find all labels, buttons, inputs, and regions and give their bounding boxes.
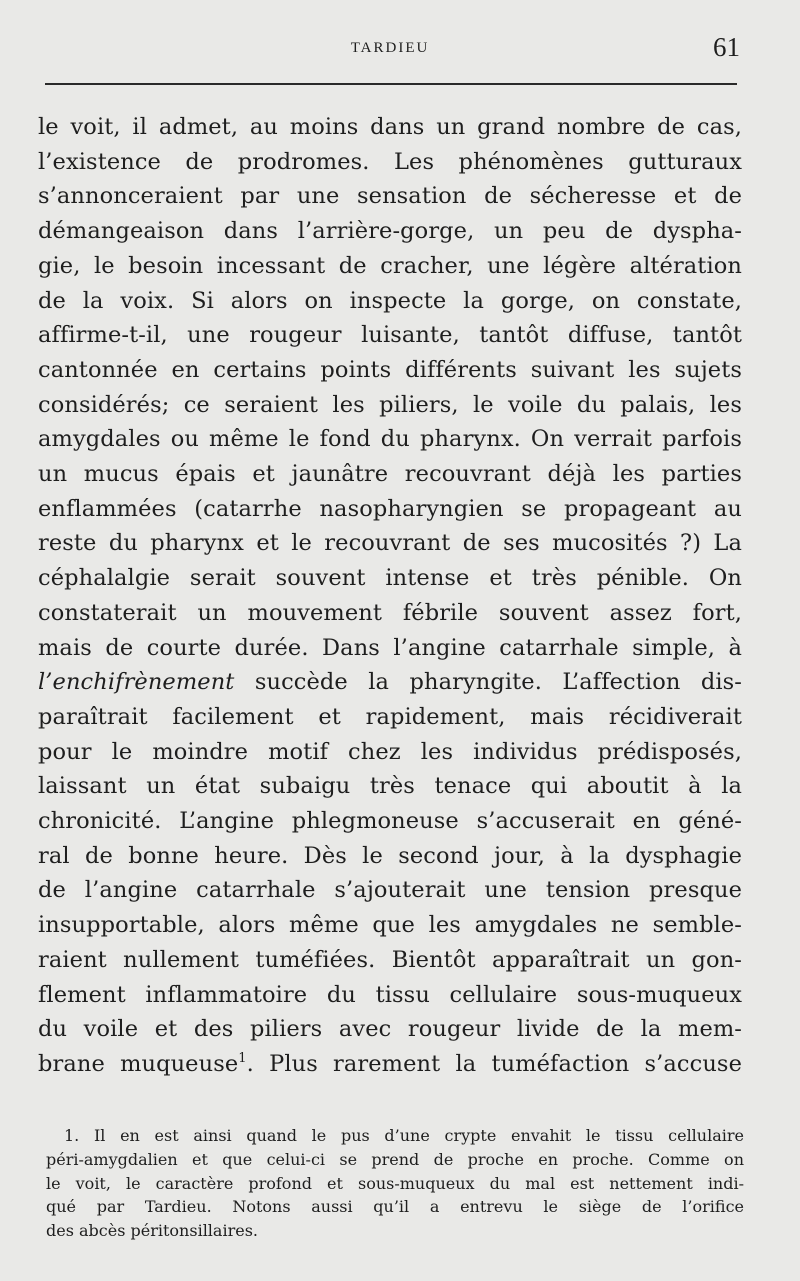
italic-term: l’enchifrènement — [38, 669, 235, 696]
text-line: flement inflammatoire du tissu cellulaire sous-muqueux — [38, 981, 742, 1008]
footnote-line: 1. Il en est ainsi quand le pus d’une crypte envahit le tissu cellulaire — [64, 1126, 744, 1145]
text-line: chronicité. L’angine phlegmoneuse s’accuserait en géné- — [38, 808, 742, 835]
text-line: céphalalgie serait souvent intense et très pénible. On — [38, 565, 742, 592]
header-rule — [45, 83, 737, 85]
text-line: gie, le besoin incessant de cracher, une légère altération — [38, 252, 742, 279]
text-line: mais de courte durée. Dans l’angine catarrhale simple, à — [38, 634, 742, 661]
text-line: de la voix. Si alors on inspecte la gorge, on constate, — [38, 287, 742, 314]
text-line: amygdales ou même le fond du pharynx. On verrait parfois — [38, 426, 742, 453]
text-line-with-italic — [38, 665, 742, 700]
text-line: de l’angine catarrhale s’ajouterait une tension presque — [38, 877, 742, 904]
text-line: le voit, il admet, au moins dans un grand nombre de cas, — [38, 114, 742, 140]
text-line: enflammées (catarrhe nasopharyngien se propageant au — [38, 495, 742, 522]
body-text — [38, 110, 742, 1082]
page-number: 61 — [713, 32, 740, 62]
text-line-rest: . Plus rarement la tuméfaction s’accuse — [246, 1050, 742, 1077]
text-line: s’annonceraient par une sensation de sécheresse et de — [38, 183, 742, 210]
text-line-with-footnote-ref — [38, 1047, 742, 1082]
text-line: constaterait un mouvement fébrile souvent assez fort, — [38, 599, 742, 626]
text-line: l’existence de prodromes. Les phénomènes gutturaux — [38, 148, 742, 175]
running-head — [40, 30, 740, 70]
text-line: démangeaison dans l’arrière-gorge, un peu de dyspha- — [38, 218, 742, 245]
text-line: un mucus épais et jaunâtre recouvrant déjà les parties — [38, 461, 742, 488]
footnote-line: péri-amygdalien et que celui-ci se prend de proche en proche. Comme on — [46, 1149, 744, 1169]
text-line: considérés; ce seraient les piliers, le voile du palais, les — [38, 391, 742, 418]
text-line: insupportable, alors même que les amygdales ne semble- — [38, 912, 742, 939]
text-line-start: brane muqueuse — [38, 1050, 239, 1077]
footnote-line: qué par Tardieu. Notons aussi qu’il a entrevu le siège de l’orifice — [46, 1197, 744, 1217]
footnote-line: des abcès péritonsillaires. — [46, 1221, 258, 1241]
footnote — [46, 1124, 744, 1243]
text-line: cantonnée en certains points différents suivant les sujets — [38, 356, 742, 383]
text-line: du voile et des piliers avec rougeur livide de la mem- — [38, 1016, 742, 1043]
footnote-line: le voit, le caractère profond et sous-muqueux du mal est nettement indi- — [46, 1173, 744, 1193]
text-line: raient nullement tuméfiées. Bientôt apparaîtrait un gon- — [38, 946, 742, 973]
text-line: ral de bonne heure. Dès le second jour, à la dysphagie — [38, 842, 742, 869]
text-line: affirme-t-il, une rougeur luisante, tantôt diffuse, tantôt — [38, 322, 742, 349]
text-line: reste du pharynx et le recouvrant de ses mucosités ?) La — [38, 530, 742, 557]
running-title: TARDIEU — [350, 40, 430, 56]
text-line: paraîtrait facilement et rapidement, mais récidiverait — [38, 703, 742, 730]
text-line-rest: succède la pharyngite. L’affection dis- — [234, 669, 742, 696]
text-line: laissant un état subaigu très tenace qui aboutit à la — [38, 773, 742, 800]
footnote-ref[interactable]: 1 — [238, 1050, 247, 1066]
text-line: pour le moindre motif chez les individus prédisposés, — [38, 738, 742, 765]
